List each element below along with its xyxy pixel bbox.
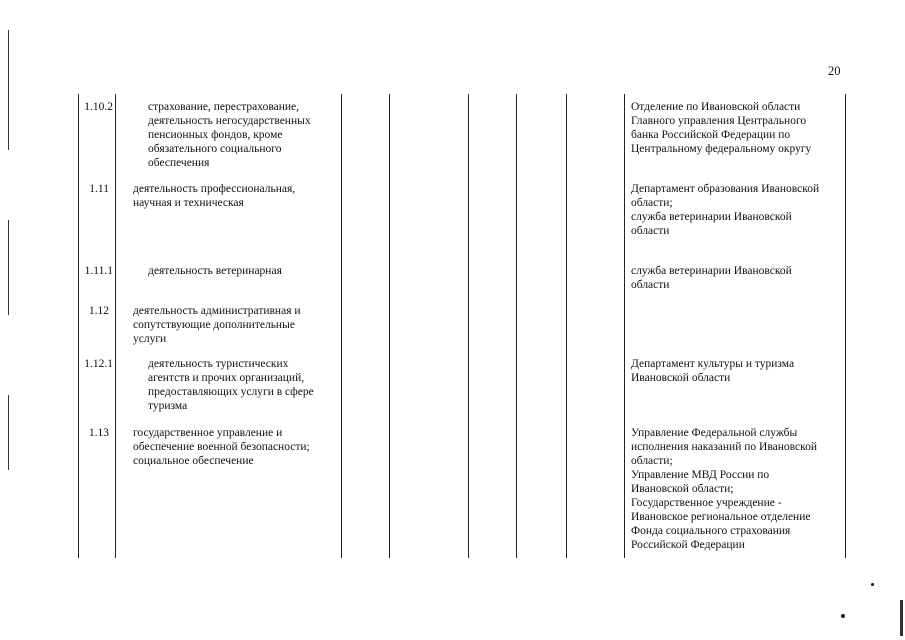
row-code: 1.11	[89, 183, 109, 195]
table-col-divider-4	[468, 94, 469, 558]
row-code: 1.10.2	[84, 101, 113, 113]
row-code: 1.12	[88, 305, 109, 317]
row-code: 1.11.1	[84, 265, 113, 277]
scan-dot	[841, 614, 845, 618]
row-activity: деятельность туристических агентств и прочих организаций, предоставляющих услуги в сфере туризма	[148, 358, 314, 412]
row-code: 1.12.1	[84, 358, 113, 370]
row-authority: Управление Федеральной службы исполнения наказаний по Ивановской области; Управление МВД России по Ивановской области; Государственное учреждение - Ивановское региональное отделение Фонда социального страхования Российской Федерации	[631, 427, 817, 551]
row-code: 1.13	[88, 427, 109, 439]
table-col-divider-5	[516, 94, 517, 558]
page-number: 20	[828, 64, 841, 78]
scan-artifact-left-top	[8, 30, 9, 150]
table-col-divider-6	[566, 94, 567, 558]
row-activity: государственное управление и обеспечение военной безопасности; социальное обеспечение	[133, 427, 310, 467]
row-authority: Департамент культуры и туризма Ивановской области	[631, 358, 795, 384]
row-authority: служба ветеринарии Ивановской области	[631, 265, 792, 291]
table-col-divider-1	[115, 94, 116, 558]
scan-dot	[871, 583, 874, 586]
scan-artifact-left-low	[8, 395, 9, 470]
table-col-divider-2	[341, 94, 342, 558]
table-col-divider-7	[624, 94, 625, 558]
row-authority: Отделение по Ивановской области Главного управления Центрального банка Российской Федерации по Центральному федеральному округу	[631, 101, 812, 155]
row-activity: деятельность административная и сопутствующие дополнительные услуги	[133, 305, 301, 345]
scan-artifact-left-mid	[8, 220, 9, 315]
table-border-right	[845, 94, 846, 558]
row-activity: деятельность профессиональная, научная и техническая	[133, 183, 296, 209]
row-authority: Департамент образования Ивановской области; служба ветеринарии Ивановской области	[631, 183, 820, 237]
table-border-left	[78, 94, 79, 558]
scan-artifact-right-bottom	[900, 600, 903, 636]
row-activity: деятельность ветеринарная	[148, 265, 282, 277]
table-col-divider-3	[389, 94, 390, 558]
row-activity: страхование, перестрахование, деятельность негосударственных пенсионных фондов, кроме обязательного социального обеспечения	[148, 101, 311, 169]
